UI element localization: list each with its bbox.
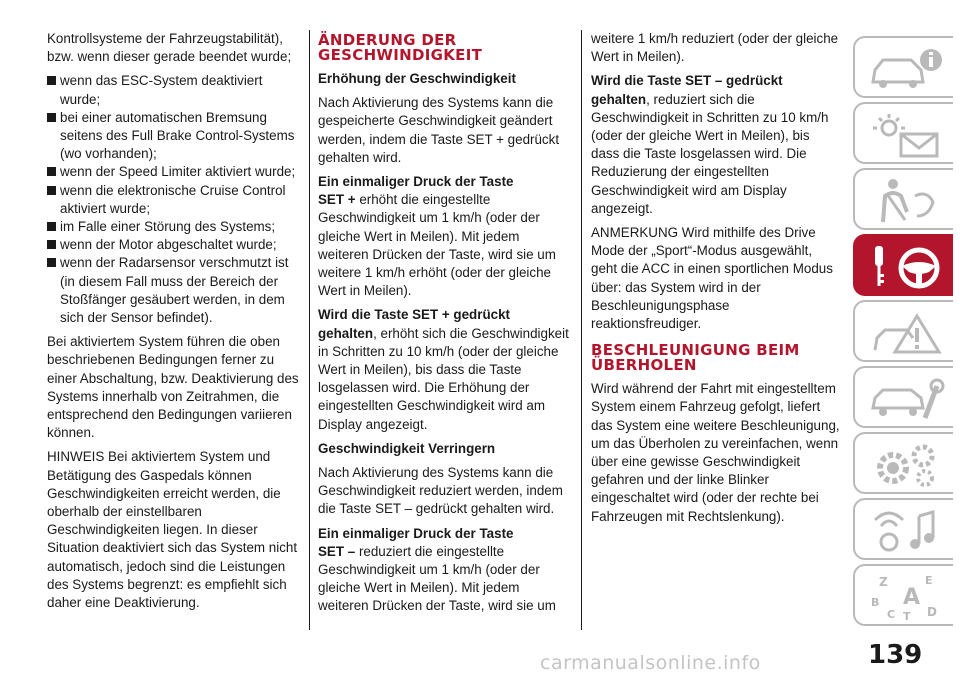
paragraph: Nach Aktivierung des Systems kann die gespeicherte Geschwindigkeit geändert werden, indem die Taste SET + gedrückt gehalten wird. xyxy=(318,95,560,165)
chapter-tab-index[interactable] xyxy=(853,564,953,626)
list-item: bei einer automatischen Bremsung seitens des Full Brake Control-Systems (wo vorhanden); xyxy=(47,109,299,164)
paragraph: Wird die Taste SET – gedrückt gehalten, reduziert sich die Geschwindigkeit in Schritten zu 10 km/h (oder der gleiche Wert in Meilen), bis dass die Taste losgelassen wird. Die Reduzierung der eingestellten Geschwindigkeit wird am Display angezeigt. xyxy=(591,73,829,216)
chapter-tab-technical-data[interactable] xyxy=(853,432,953,494)
key-label: SET – xyxy=(318,543,356,559)
subheading: Geschwindigkeit Verringern xyxy=(318,440,496,456)
square-bullet-icon xyxy=(47,113,56,122)
chapter-tab-maintenance[interactable] xyxy=(853,366,953,428)
subheading: Ein einmaliger Druck der Taste xyxy=(318,525,514,541)
emergency-warning-icon xyxy=(867,308,947,358)
list-item: wenn der Radarsensor verschmutzt ist (in diesem Fall muss der Bereich der Stoßfänger gesäubert werden, in dem sich der Sensor befindet). xyxy=(47,254,299,327)
alphabet-index-icon xyxy=(867,572,947,622)
column-2 xyxy=(318,30,572,622)
paragraph: weitere 1 km/h reduziert (oder der gleiche Wert in Meilen). xyxy=(591,31,839,65)
chapter-tab-safety[interactable] xyxy=(853,168,953,230)
paragraph: Bei aktiviertem System führen die oben beschriebenen Bedingungen ferner zu einer Abschaltung, bzw. Deaktivierung des Systems innerhalb von Zeitrahmen, die entsprechend den Bedingungen variieren können. xyxy=(47,334,299,441)
paragraph: Kontrollsysteme der Fahrzeugstabilität), bzw. wenn dieser gerade beendet wurde; xyxy=(47,31,292,65)
index-letter: T xyxy=(903,610,911,622)
car-info-icon xyxy=(867,44,947,92)
paragraph: Wird während der Fahrt mit eingestelltem System einem Fahrzeug gefolgt, liefert das System eine weitere Beschleunigung, um das Überholen zu vereinfachen, wenn über eine gewisse Geschwindigkeit gefahren und der linke Blinker eingeschaltet wird (oder der rechte bei Fahrzeugen mit Rechtslenkung). xyxy=(591,381,840,524)
square-bullet-icon xyxy=(47,222,56,231)
index-letter: C xyxy=(887,608,896,621)
chapter-tab-driving[interactable] xyxy=(853,234,953,296)
key-steering-wheel-icon xyxy=(867,242,947,292)
car-wrench-icon xyxy=(867,374,947,424)
column-divider xyxy=(581,30,582,630)
subheading: Erhöhung der Geschwindigkeit xyxy=(318,71,516,86)
bullet-list xyxy=(47,72,299,327)
list-item: wenn der Motor abgeschaltet wurde; xyxy=(47,236,299,254)
subheading: Ein einmaliger Druck der Taste xyxy=(318,174,514,190)
lights-warning-icon xyxy=(867,110,947,160)
chapter-tab-emergency[interactable] xyxy=(853,300,953,362)
section-heading: ÄNDERUNG DER GESCHWINDIGKEIT xyxy=(318,31,483,64)
key-label: gehalten xyxy=(591,91,647,107)
index-letter: Z xyxy=(879,575,888,589)
watermark: carmanualsonline.info xyxy=(540,652,761,674)
paragraph: Nach Aktivierung des Systems kann die Geschwindigkeit reduziert werden, indem die Taste SET – gedrückt gehalten wird. xyxy=(318,465,563,517)
multimedia-music-icon xyxy=(867,506,947,556)
index-letter: E xyxy=(925,574,933,587)
subheading: Wird die Taste SET – gedrückt xyxy=(591,73,783,89)
column-divider xyxy=(309,30,310,630)
square-bullet-icon xyxy=(47,167,56,176)
chapter-tab-lights[interactable] xyxy=(853,102,953,164)
square-bullet-icon xyxy=(47,240,56,249)
seatbelt-safety-icon xyxy=(867,176,947,226)
list-item: im Falle einer Störung des Systems; xyxy=(47,218,299,236)
list-item: wenn die elektronische Cruise Control aktiviert wurde; xyxy=(47,182,299,218)
subheading: Wird die Taste SET + gedrückt xyxy=(318,307,510,323)
list-item: wenn der Speed Limiter aktiviert wurde; xyxy=(47,163,299,181)
index-letter: A xyxy=(903,585,921,610)
column-3 xyxy=(591,30,841,532)
key-label: gehalten xyxy=(318,325,374,341)
gears-icon xyxy=(867,440,947,490)
paragraph: Ein einmaliger Druck der Taste SET – reduziert die eingestellte Geschwindigkeit um 1 km/h (oder der gleiche Wert in Meilen). Mit jedem weiteren Drücken der Taste, wird sie um xyxy=(318,525,556,614)
column-1 xyxy=(47,30,299,618)
key-label: SET + xyxy=(318,192,356,208)
note-paragraph: ANMERKUNG Wird mithilfe des Drive Mode der „Sport“-Modus ausgewählt, geht die ACC in einen sportlichen Modus über: das System wird in der Beschleunigungsphase reaktionsfreudiger. xyxy=(591,225,833,332)
note-paragraph: HINWEIS Bei aktiviertem System und Betätigung des Gaspedals können Geschwindigkeiten erreicht werden, die oberhalb der einstellbaren Geschwindigkeiten liegen. In dieser Situation deaktiviert sich das System nicht automatisch, jedoch sind die Leistungen des Systems begrenzt: es empfiehlt sich daher eine Deaktivierung. xyxy=(47,449,298,611)
index-letter: D xyxy=(927,605,937,619)
chapter-tab-dashboard[interactable] xyxy=(853,36,953,98)
paragraph: Ein einmaliger Druck der Taste SET + erhöht die eingestellte Geschwindigkeit um 1 km/h (oder der gleiche Wert in Meilen). Mit jedem weiteren Drücken der Taste, wird sie um weitere 1 km/h erhöht (oder der gleiche Wert in Meilen). xyxy=(318,174,556,299)
page-number: 139 xyxy=(868,640,923,670)
chapter-tab-multimedia[interactable] xyxy=(853,498,953,560)
paragraph: Wird die Taste SET + gedrückt gehalten, erhöht sich die Geschwindigkeit in Schritten zu 10 km/h (oder der gleiche Wert in Meilen), bis dass die Taste losgelassen wird. Die Erhöhung der eingestellten Geschwindigkeit wird am Display angezeigt. xyxy=(318,307,569,432)
square-bullet-icon xyxy=(47,258,56,267)
square-bullet-icon xyxy=(47,186,56,195)
index-letter: B xyxy=(871,596,880,609)
list-item: wenn das ESC-System deaktiviert wurde; xyxy=(47,72,299,108)
section-heading: BESCHLEUNIGUNG BEIM ÜBERHOLEN xyxy=(591,341,800,375)
square-bullet-icon xyxy=(47,76,56,85)
